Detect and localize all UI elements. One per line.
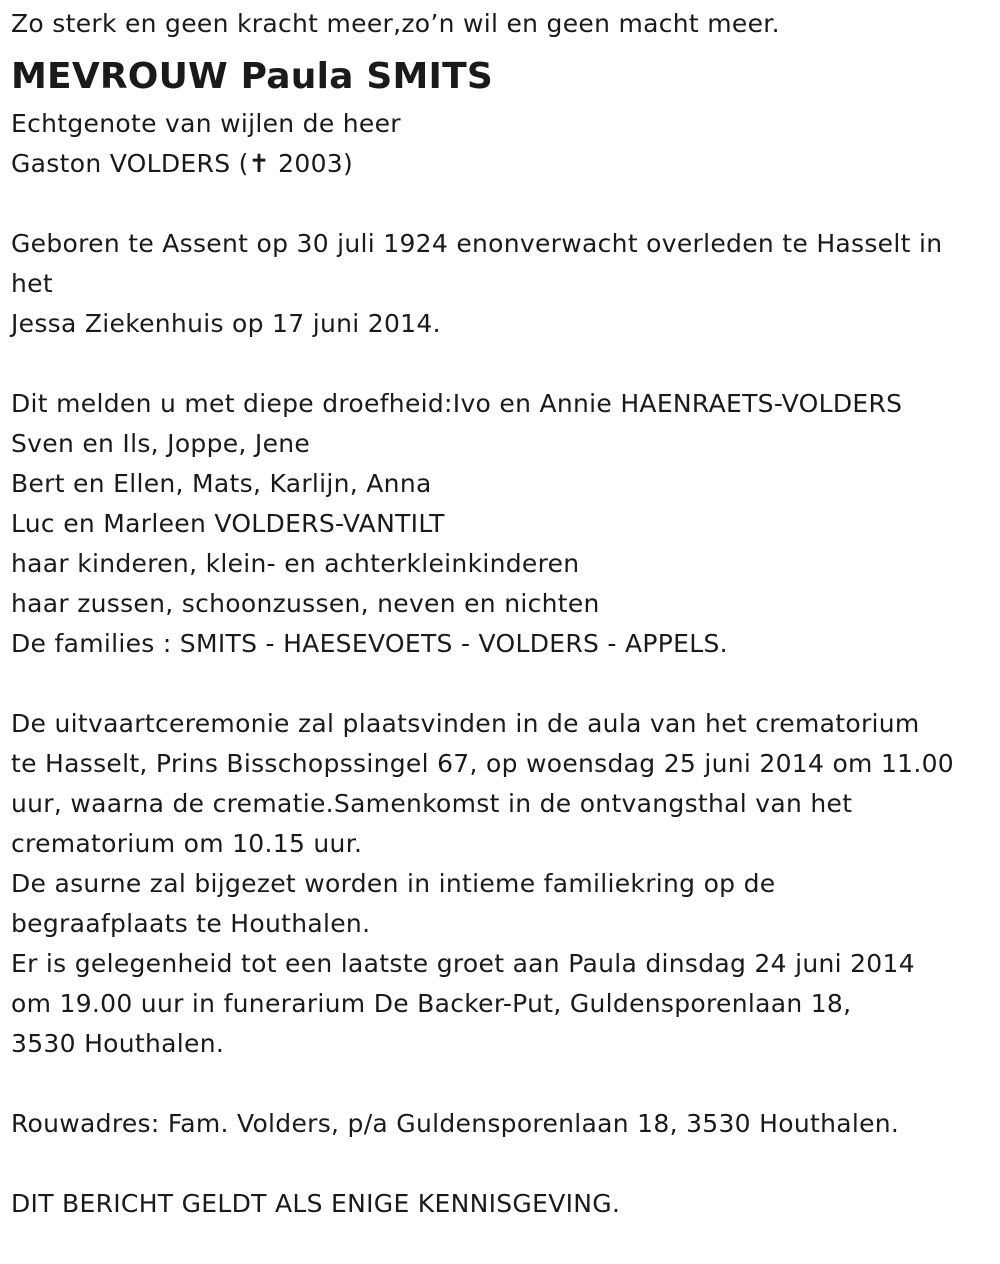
spouse-line-2: Gaston VOLDERS (✝ 2003) (11, 149, 354, 178)
ceremony-line-1: De uitvaartceremonie zal plaatsvinden in de aula van het crematorium (11, 709, 920, 738)
spacer (11, 184, 991, 224)
ceremony-line-8: om 19.00 uur in funerarium De Backer-Put, Guldensporenlaan 18, (11, 989, 852, 1018)
family-line-4: Luc en Marleen VOLDERS-VANTILT (11, 509, 445, 538)
ceremony-line-6: begraafplaats te Houthalen. (11, 909, 371, 938)
ceremony-line-9: 3530 Houthalen. (11, 1029, 225, 1058)
family-line-3: Bert en Ellen, Mats, Karlijn, Anna (11, 469, 432, 498)
notice-statement: DIT BERICHT GELDT ALS ENIGE KENNISGEVING. (11, 1189, 621, 1218)
birth-death-line-2: het (11, 269, 53, 298)
family-line-5: haar kinderen, klein- en achterkleinkinderen (11, 549, 580, 578)
family-line-6: haar zussen, schoonzussen, neven en nichten (11, 589, 600, 618)
birth-death-line-3: Jessa Ziekenhuis op 17 juni 2014. (11, 309, 441, 338)
family-line-1: Dit melden u met diepe droefheid:Ivo en Annie HAENRAETS-VOLDERS (11, 389, 903, 418)
ceremony-line-5: De asurne zal bijgezet worden in intieme familiekring op de (11, 869, 776, 898)
family-line-7: De families : SMITS - HAESEVOETS - VOLDERS - APPELS. (11, 629, 728, 658)
obituary-notice (11, 4, 991, 1224)
mourning-address: Rouwadres: Fam. Volders, p/a Guldensporenlaan 18, 3530 Houthalen. (11, 1109, 900, 1138)
birth-death-line-1: Geboren te Assent op 30 juli 1924 enonverwacht overleden te Hasselt in (11, 229, 943, 258)
ceremony-line-2: te Hasselt, Prins Bisschopssingel 67, op woensdag 25 juni 2014 om 11.00 (11, 749, 955, 778)
family-line-2: Sven en Ils, Joppe, Jene (11, 429, 311, 458)
spacer (11, 1064, 991, 1104)
spouse-line-1: Echtgenote van wijlen de heer (11, 109, 401, 138)
ceremony-line-4: crematorium om 10.15 uur. (11, 829, 363, 858)
motto-line: Zo sterk en geen kracht meer,zo’n wil en geen macht meer. (11, 9, 780, 38)
ceremony-line-7: Er is gelegenheid tot een laatste groet aan Paula dinsdag 24 juni 2014 (11, 949, 915, 978)
spacer (11, 664, 991, 704)
spacer (11, 1144, 991, 1184)
deceased-name: MEVROUW Paula SMITS (11, 56, 494, 97)
ceremony-line-3: uur, waarna de crematie.Samenkomst in de ontvangsthal van het (11, 789, 853, 818)
spacer (11, 344, 991, 384)
